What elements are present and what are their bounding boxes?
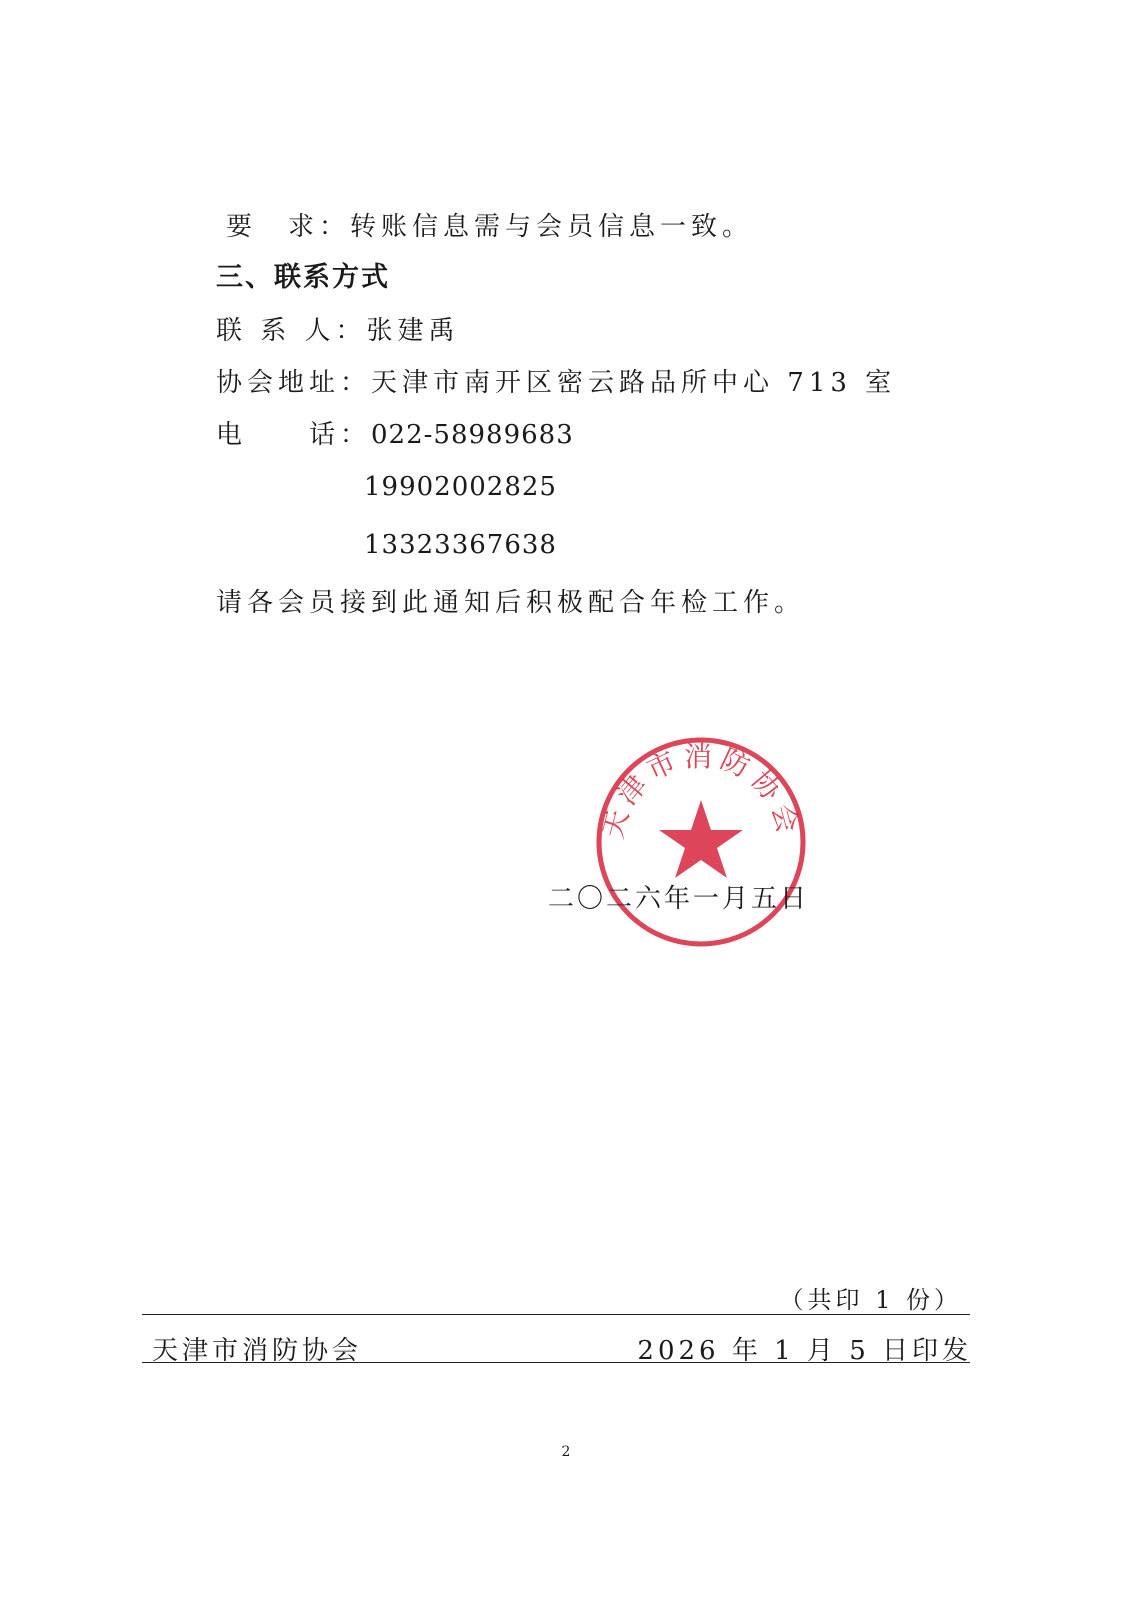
phone-line [216,422,574,448]
contact-person-line [216,318,460,344]
section-heading-contact: 三、联系方式 [216,262,390,293]
contact-person-label: 联 系 人： [216,316,367,346]
phone-value-3: 13323367638 [364,530,557,560]
requirement-text: 转账信息需与会员信息一致。 [350,212,754,242]
svg-text:天津市消防协会: 天津市消防协会 [596,739,806,842]
copies-count: （共印 1 份） [779,1286,962,1314]
phone-label: 电 话： [216,420,372,450]
requirement-line [226,214,753,240]
address-line [216,370,896,396]
requirement-label: 要 求： [226,212,351,242]
signature-date: 二〇二六年一月五日 [548,884,810,914]
address-value: 天津市南开区密云路品所中心 713 室 [371,368,897,398]
footer-issue-date: 2026 年 1 月 5 日印发 [637,1336,972,1366]
page-number: 2 [561,1444,571,1460]
official-seal-stamp [591,732,811,952]
contact-person-value: 张建禹 [366,316,460,346]
footer-bottom-rule [142,1362,970,1363]
phone-value-2: 19902002825 [364,472,557,502]
address-label: 协会地址： [216,368,372,398]
closing-sentence: 请各会员接到此通知后积极配合年检工作。 [216,588,806,618]
footer-top-rule [142,1314,970,1315]
phone-value-1: 022-58989683 [371,420,574,450]
footer-issuer: 天津市消防协会 [152,1336,363,1366]
